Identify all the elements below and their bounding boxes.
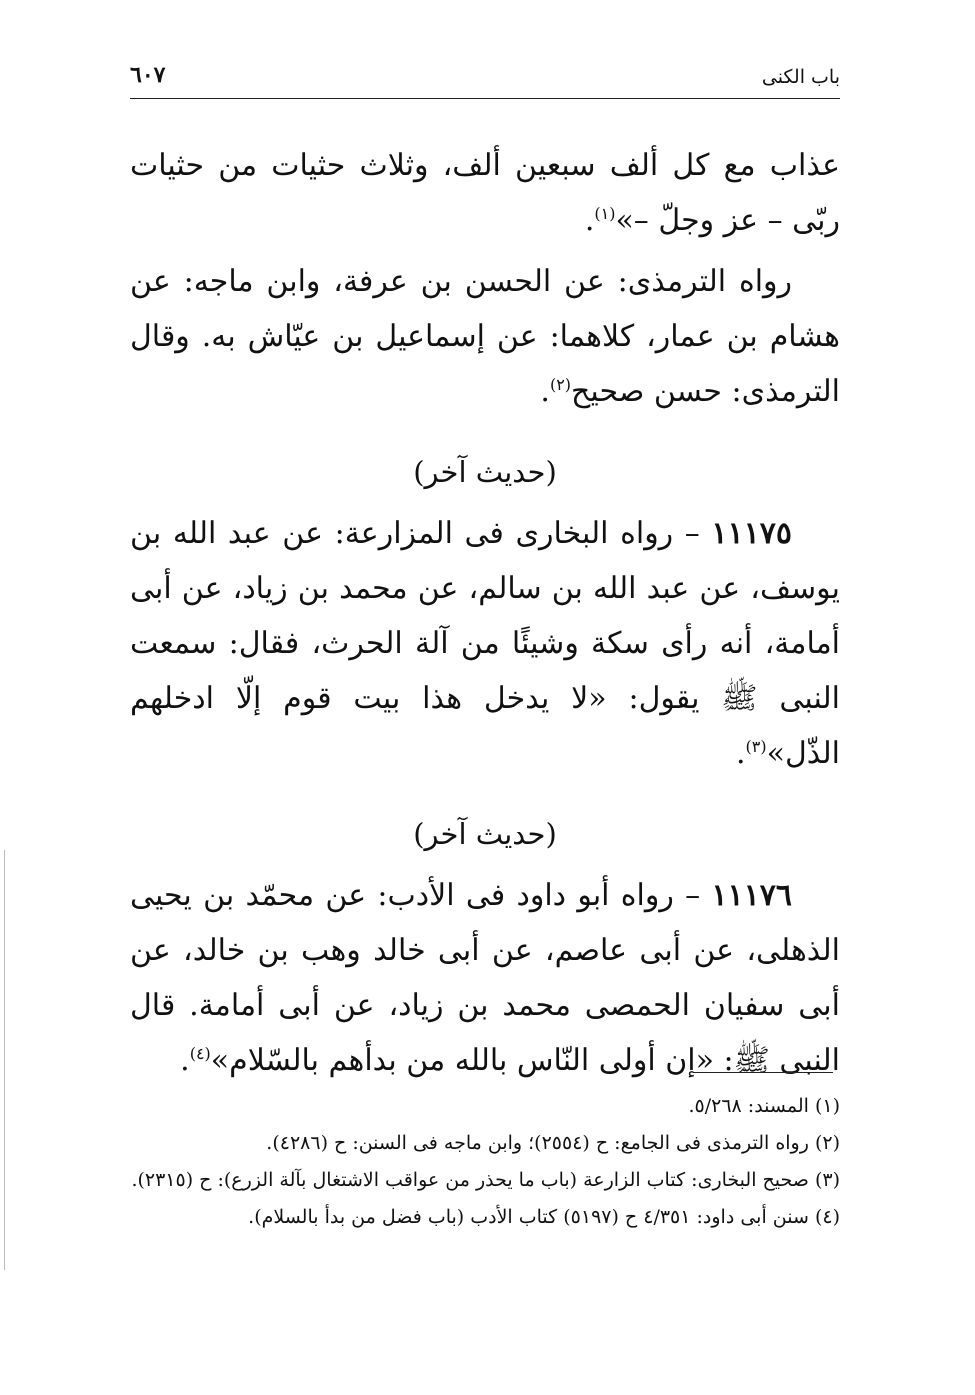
footnote: (٣) صحيح البخارى: كتاب الزارعة (باب ما يحذر من عواقب الاشتغال بآلة الزرع): ح (٢٣١٥). (131, 1169, 840, 1191)
page-number: ٦٠٧ (130, 62, 166, 88)
footnote: (٢) رواه الترمذى فى الجامع: ح (٢٥٥٤)؛ وابن ماجه فى السنن: ح (٤٢٨٦). (266, 1132, 840, 1154)
section-heading: (حديث آخر) (413, 817, 557, 851)
paragraph-text: عذاب مع كل ألف سبعين ألف، وثلاث حثيات من حثيات ربّى – عز وجلّ –» (130, 148, 840, 238)
footnote: (٤) سنن أبى داود: ٤/٣٥١ ح (٥١٩٧) كتاب الأدب (باب فضل من بدأ بالسلام). (248, 1206, 840, 1228)
hadith-number: ١١١٧٦ (711, 878, 792, 913)
footnote-ref: (٤) (189, 1044, 211, 1063)
hadith-entry: ١١١٧٦ – رواه أبو داود فى الأدب: عن محمّد بن يحيى الذهلى، عن أبى عاصم، عن أبى خالد وهب بن خالد، عن أبى سفيان الحمصى محمد بن زياد، عن أبى أمامة. قال النبى ﷺ: «إن أولى النّاس بالله من بدأهم بالسّلام»$^{(٤)}$. (130, 878, 840, 1078)
chapter-title: باب الكنى (761, 66, 840, 88)
hadith-entry: ١١١٧٥ – رواه البخارى فى المزارعة: عن عبد الله بن يوسف، عن عبد الله بن سالم، عن محمد بن زياد، عن أبى أمامة، أنه رأى سكة وشيئًا من آلة الحرث، فقال: سمعت النبى ﷺ يقول: «لا يدخل هذا بيت قوم إلّا ادخلهم الذّل»$^{(٣)}$. (130, 516, 840, 771)
scan-edge-line (4, 850, 5, 1270)
footnotes (130, 1090, 840, 1238)
paragraph-takhrij: رواه الترمذى: عن الحسن بن عرفة، وابن ماجه: عن هشام بن عمار، كلاهما: عن إسماعيل بن عيّاش به. وقال الترمذى: حسن صحيح$^{(٢)}$. (130, 264, 840, 409)
main-text (130, 138, 840, 1088)
running-head (130, 62, 840, 99)
footnote-ref: (١) (594, 204, 616, 223)
hadith-number: ١١١٧٥ (711, 516, 792, 551)
footnote-ref: (٢) (549, 375, 572, 394)
hadith-text: – رواه البخارى فى المزارعة: عن عبد الله بن يوسف، عن عبد الله بن سالم، عن محمد بن زياد، عن أبى أمامة، أنه رأى سكة وشيئًا من آلة الحرث، فقال: سمعت النبى ﷺ يقول: «لا يدخل هذا بيت قوم إلّا ادخلهم الذّل» (130, 516, 840, 771)
footnote-divider (693, 1072, 833, 1073)
paragraph-text: رواه الترمذى: عن الحسن بن عرفة، وابن ماجه: عن هشام بن عمار، كلاهما: عن إسماعيل بن عيّاش به. وقال الترمذى: حسن صحيح (130, 264, 840, 409)
paragraph-continued: عذاب مع كل ألف سبعين ألف، وثلاث حثيات من حثيات ربّى – عز وجلّ –»$^{(١)}$. (130, 148, 840, 238)
hadith-text: – رواه أبو داود فى الأدب: عن محمّد بن يحيى الذهلى، عن أبى عاصم، عن أبى خالد وهب بن خالد، عن أبى سفيان الحمصى محمد بن زياد، عن أبى أمامة. قال النبى ﷺ: «إن أولى النّاس بالله من بدأهم بالسّلام» (130, 878, 840, 1078)
footnote-ref: (٣) (745, 737, 767, 756)
footnote: (١) المسند: ٥/٢٦٨. (688, 1095, 840, 1117)
section-heading: (حديث آخر) (413, 455, 557, 489)
